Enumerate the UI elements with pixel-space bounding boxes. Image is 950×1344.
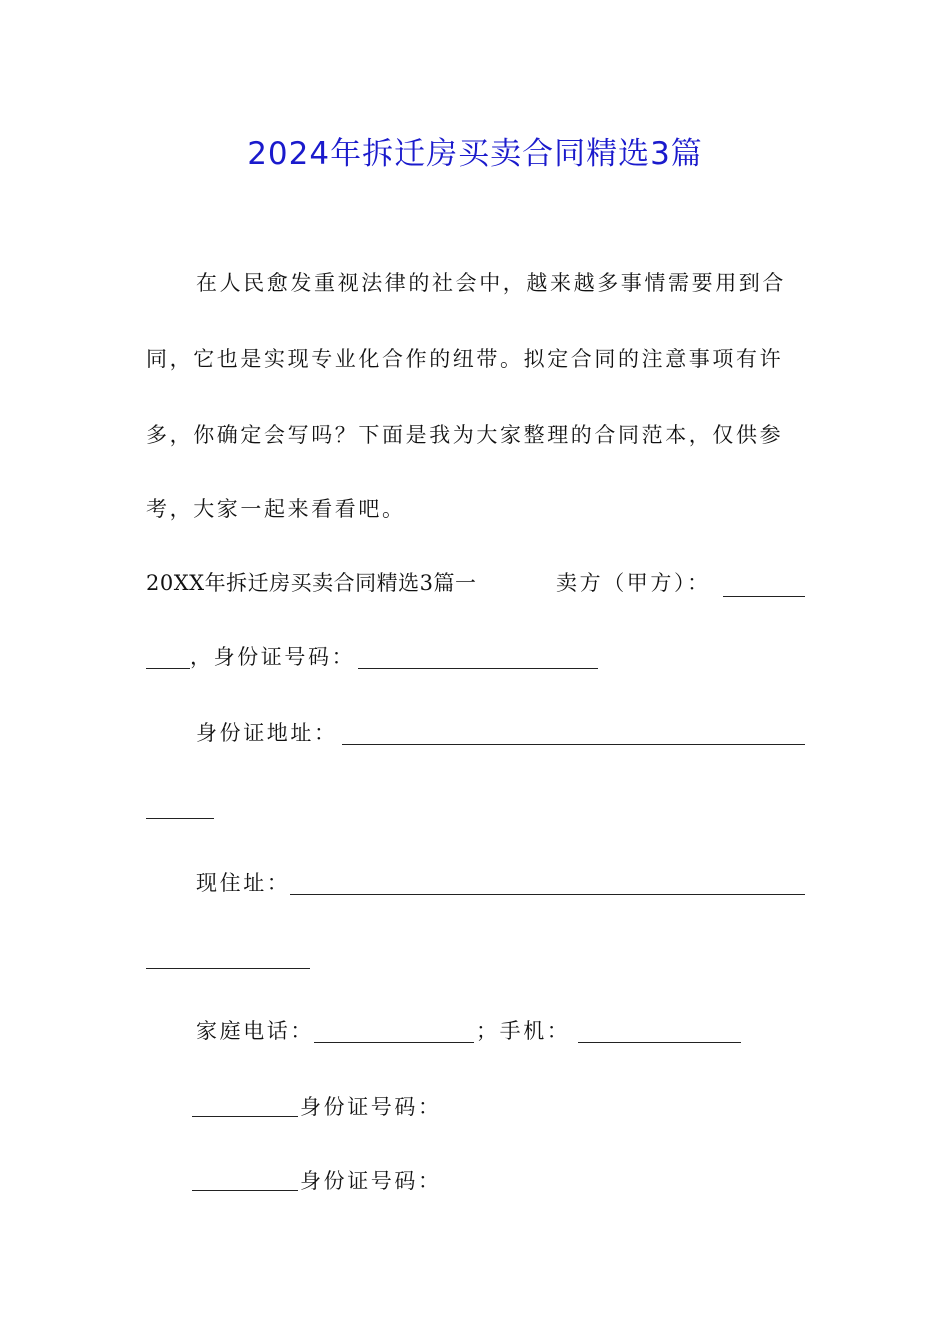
id-number-label-3: 身份证号码： bbox=[300, 1169, 442, 1193]
seller-label: 卖方（甲方）： bbox=[556, 571, 711, 595]
intro-line-4: 考，大家一起来看看吧。 bbox=[146, 497, 406, 521]
id-address-label: 身份证地址： bbox=[196, 721, 338, 745]
document-title: 2024年拆迁房买卖合同精选3篇 bbox=[247, 136, 703, 172]
intro-line-3: 多，你确定会写吗？下面是我为大家整理的合同范本，仅供参 bbox=[146, 423, 784, 447]
id-number-blank bbox=[358, 646, 598, 669]
id-number-label: ，身份证号码： bbox=[190, 645, 356, 669]
home-phone-label: 家庭电话： bbox=[196, 1019, 314, 1043]
id-number-blank-2 bbox=[192, 1094, 298, 1117]
id-address-blank-cont bbox=[146, 796, 214, 819]
intro-line-1: 在人民愈发重视法律的社会中，越来越多事情需要用到合 bbox=[196, 271, 786, 295]
id-number-blank-3 bbox=[192, 1168, 298, 1191]
current-address-blank-cont bbox=[146, 946, 310, 969]
seller-name-blank bbox=[723, 574, 805, 597]
mobile-blank bbox=[578, 1020, 741, 1043]
current-address-blank bbox=[290, 872, 805, 895]
current-address-label: 现住址： bbox=[196, 871, 291, 895]
intro-line-2: 同，它也是实现专业化合作的纽带。拟定合同的注意事项有许 bbox=[146, 347, 784, 371]
mobile-label: ；手机： bbox=[476, 1019, 571, 1043]
id-address-blank bbox=[342, 722, 805, 745]
home-phone-blank bbox=[314, 1020, 474, 1043]
id-number-label-2: 身份证号码： bbox=[300, 1095, 442, 1119]
seller-name-blank-cont bbox=[146, 646, 190, 669]
section-heading: 20XX年拆迁房买卖合同精选3篇一 bbox=[146, 571, 477, 595]
